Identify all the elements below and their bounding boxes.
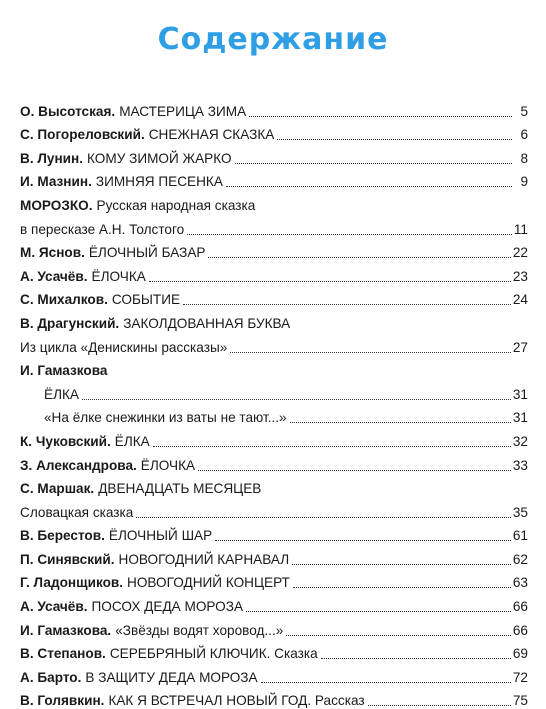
toc-entry (20, 356, 528, 380)
dot-leader (82, 399, 511, 400)
toc-title: ЁЛКА (114, 433, 150, 449)
toc-entry (20, 403, 528, 427)
toc-entry (20, 332, 528, 356)
table-of-contents (20, 96, 528, 709)
toc-author: С. Маршак. (20, 481, 95, 497)
toc-entry (20, 450, 528, 474)
toc-title: Словацкая сказка (20, 504, 134, 520)
toc-page-number: 31 (512, 386, 528, 402)
toc-entry (20, 426, 528, 450)
toc-title: «На ёлке снежинки из ваты не тают...» (44, 410, 287, 426)
dot-leader (215, 540, 511, 541)
toc-author: П. Синявский. (20, 551, 115, 567)
toc-author: К. Чуковский. (20, 433, 111, 449)
toc-author: А. Барто. (20, 669, 82, 685)
toc-entry (20, 521, 528, 545)
toc-title: ПОСОХ ДЕДА МОРОЗА (91, 599, 244, 615)
toc-title: В ЗАЩИТУ ДЕДА МОРОЗА (85, 669, 258, 685)
toc-entry (20, 662, 528, 686)
toc-title: в пересказе А.Н. Толстого (20, 221, 185, 237)
dot-leader (226, 186, 512, 187)
toc-page-number: 66 (512, 599, 528, 615)
toc-author: И. Гамазкова. (20, 622, 112, 638)
toc-author: А. Усачёв. (20, 599, 88, 615)
toc-page-number: 8 (520, 150, 528, 166)
toc-entry (20, 143, 528, 167)
dot-leader (187, 234, 512, 235)
dot-leader (293, 587, 511, 588)
toc-author: О. Высотская. (20, 103, 116, 119)
toc-entry (20, 544, 528, 568)
toc-page-number: 27 (512, 339, 528, 355)
toc-author: С. Погореловский. (20, 127, 145, 143)
toc-entry (20, 379, 528, 403)
toc-author: З. Александрова. (20, 457, 137, 473)
toc-page-number: 9 (520, 174, 528, 190)
toc-page-number: 24 (512, 292, 528, 308)
toc-author: В. Лунин. (20, 150, 84, 166)
toc-title: ЗИМНЯЯ ПЕСЕНКА (95, 174, 223, 190)
toc-entry (20, 238, 528, 262)
toc-author: В. Драгунский. (20, 315, 120, 331)
toc-author: МОРОЗКО. (20, 197, 93, 213)
toc-entry (20, 568, 528, 592)
toc-title: СЕРЕБРЯНЫЙ КЛЮЧИК. Сказка (109, 646, 318, 662)
toc-author: В. Берестов. (20, 528, 105, 544)
toc-page-number: 61 (512, 528, 528, 544)
toc-title: МАСТЕРИЦА ЗИМА (119, 103, 247, 119)
dot-leader (249, 116, 512, 117)
toc-page-number: 6 (520, 127, 528, 143)
dot-leader (290, 422, 511, 423)
toc-page-number: 63 (512, 575, 528, 591)
dot-leader (230, 352, 511, 353)
toc-title: ЁЛОЧНЫЙ БАЗАР (88, 245, 206, 261)
dot-leader (149, 281, 511, 282)
toc-title: НОВОГОДНИЙ КОНЦЕРТ (127, 575, 290, 591)
toc-title: Из цикла «Денискины рассказы» (20, 339, 228, 355)
toc-page-number: 69 (512, 646, 528, 662)
toc-title: ЁЛОЧКА (140, 457, 196, 473)
toc-title: ДВЕНАДЦАТЬ МЕСЯЦЕВ (98, 481, 262, 497)
toc-page-number: 33 (512, 457, 528, 473)
toc-entry (20, 308, 528, 332)
toc-author: И. Мазнин. (20, 174, 92, 190)
toc-title: КОМУ ЗИМОЙ ЖАРКО (87, 150, 232, 166)
toc-entry (20, 615, 528, 639)
toc-page-number: 72 (512, 669, 528, 685)
toc-author: А. Усачёв. (20, 268, 88, 284)
dot-leader (368, 705, 511, 706)
toc-title: ЁЛОЧКА (91, 268, 146, 284)
toc-page-number: 62 (512, 551, 528, 567)
toc-title: ЗАКОЛДОВАННАЯ БУКВА (123, 315, 291, 331)
toc-page-number: 22 (512, 245, 528, 261)
toc-title: Русская народная сказка (96, 197, 256, 213)
dot-leader (235, 163, 512, 164)
toc-entry (20, 261, 528, 285)
toc-page-number: 5 (520, 103, 528, 119)
dot-leader (321, 658, 511, 659)
dot-leader (198, 470, 511, 471)
toc-page-number: 32 (512, 433, 528, 449)
toc-entry (20, 190, 528, 214)
toc-title: НОВОГОДНИЙ КАРНАВАЛ (118, 551, 290, 567)
toc-entry (20, 96, 528, 120)
dot-leader (246, 611, 511, 612)
dot-leader (292, 564, 511, 565)
toc-page-number: 23 (512, 268, 528, 284)
toc-title: СОБЫТИЕ (111, 292, 181, 308)
toc-entry (20, 591, 528, 615)
toc-author: Г. Ладонщиков. (20, 575, 124, 591)
toc-page-number: 66 (512, 622, 528, 638)
toc-page-number: 11 (513, 221, 528, 237)
toc-title: «Звёзды водят хоровод...» (115, 622, 284, 638)
toc-page-number: 75 (512, 693, 528, 709)
toc-entry (20, 497, 528, 521)
toc-page-number: 31 (512, 410, 528, 426)
toc-entry (20, 214, 528, 238)
dot-leader (277, 139, 512, 140)
toc-entry (20, 639, 528, 663)
toc-entry (20, 686, 528, 709)
toc-author: В. Голявкин. (20, 693, 105, 709)
toc-author: М. Яснов. (20, 245, 85, 261)
toc-title: КАК Я ВСТРЕЧАЛ НОВЫЙ ГОД. Рассказ (108, 693, 365, 709)
dot-leader (183, 304, 511, 305)
dot-leader (286, 635, 511, 636)
toc-entry (20, 285, 528, 309)
toc-title: СНЕЖНАЯ СКАЗКА (148, 127, 275, 143)
toc-author: И. Гамазкова (20, 363, 108, 379)
dot-leader (208, 257, 510, 258)
toc-page-number: 35 (512, 504, 528, 520)
dot-leader (153, 446, 511, 447)
dot-leader (136, 517, 511, 518)
page-title: Содержание (157, 22, 389, 57)
toc-author: В. Степанов. (20, 646, 106, 662)
toc-entry (20, 167, 528, 191)
toc-author: С. Михалков. (20, 292, 108, 308)
toc-title: ЁЛОЧНЫЙ ШАР (108, 528, 213, 544)
toc-entry (20, 120, 528, 144)
toc-title: ЁЛКА (44, 386, 79, 402)
dot-leader (261, 682, 511, 683)
toc-entry (20, 474, 528, 498)
